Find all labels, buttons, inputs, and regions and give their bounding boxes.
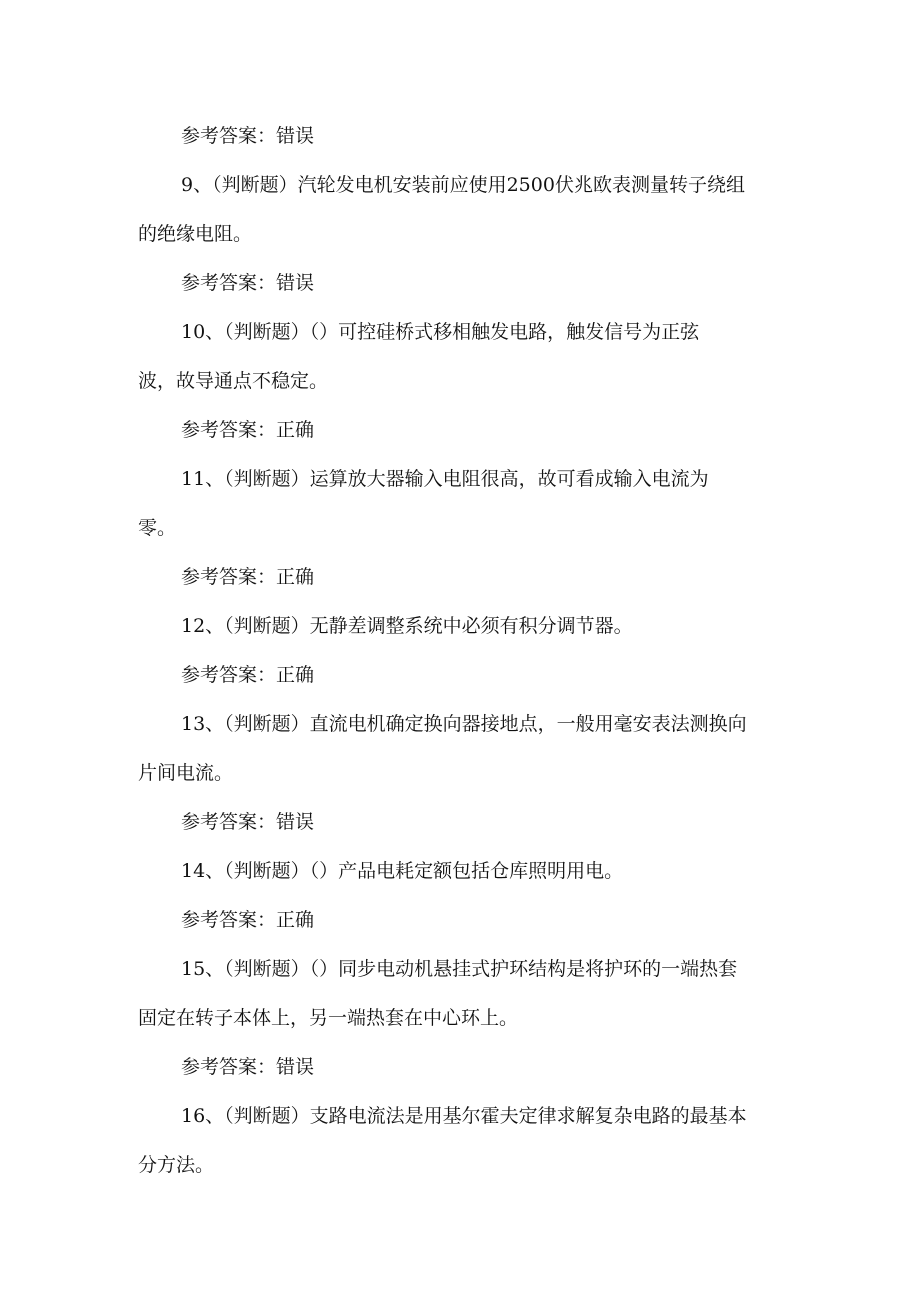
question-text-continued: 波，故导通点不稳定。 xyxy=(138,370,329,392)
question-text: 11、（判断题）运算放大器输入电阻很高，故可看成输入电流为 xyxy=(181,468,709,490)
question-text: 15、（判断题）（）同步电动机悬挂式护环结构是将护环的一端热套 xyxy=(181,958,738,980)
question-text: 16、（判断题）支路电流法是用基尔霍夫定律求解复杂电路的最基本 xyxy=(181,1105,747,1127)
question-text: 13、（判断题）直流电机确定换向器接地点，一般用毫安表法测换向 xyxy=(181,713,747,735)
question-text-continued: 片间电流。 xyxy=(138,762,234,784)
question-text-continued: 分方法。 xyxy=(138,1154,215,1176)
question-text-continued: 固定在转子本体上，另一端热套在中心环上。 xyxy=(138,1007,519,1029)
question-text-continued: 的绝缘电阻。 xyxy=(138,223,253,245)
answer-text: 参考答案：正确 xyxy=(181,664,315,686)
answer-text: 参考答案：错误 xyxy=(181,125,315,147)
question-text: 9、（判断题）汽轮发电机安装前应使用2500伏兆欧表测量转子绕组 xyxy=(181,174,745,196)
question-text: 12、（判断题）无静差调整系统中必须有积分调节器。 xyxy=(181,615,633,637)
answer-text: 参考答案：错误 xyxy=(181,811,315,833)
answer-text: 参考答案：正确 xyxy=(181,909,315,931)
answer-text: 参考答案：错误 xyxy=(181,272,315,294)
question-text: 10、（判断题）（）可控硅桥式移相触发电路，触发信号为正弦 xyxy=(181,321,700,343)
answer-text: 参考答案：错误 xyxy=(181,1056,315,1078)
question-text-continued: 零。 xyxy=(138,517,177,539)
question-text: 14、（判断题）（）产品电耗定额包括仓库照明用电。 xyxy=(181,860,624,882)
answer-text: 参考答案：正确 xyxy=(181,419,315,441)
answer-text: 参考答案：正确 xyxy=(181,566,315,588)
